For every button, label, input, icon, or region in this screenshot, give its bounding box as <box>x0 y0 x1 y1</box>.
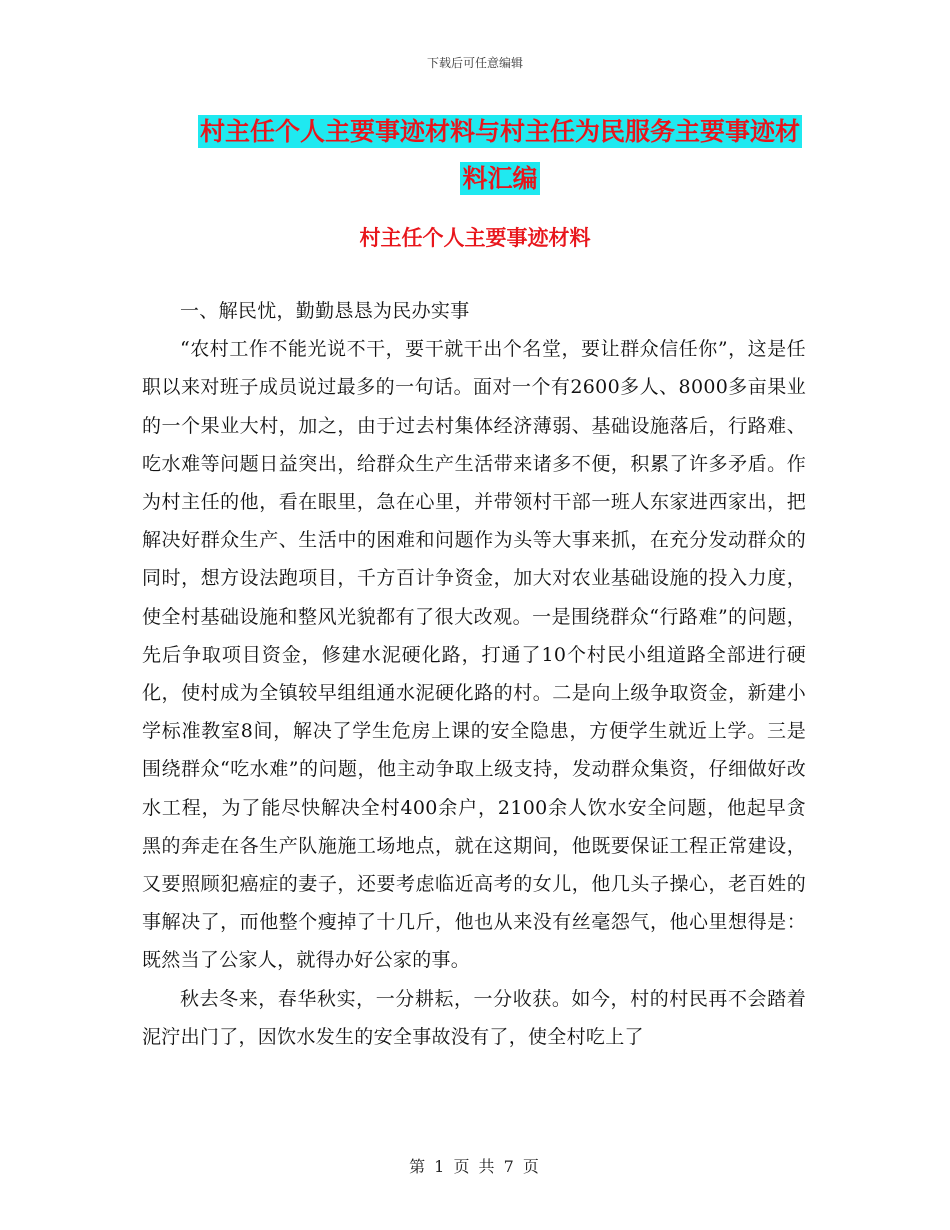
document-title <box>190 108 810 202</box>
paragraph: 秋去冬来，春华秋实，一分耕耘，一分收获。如今，村的村民再不会踏着泥泞出门了，因饮水发生的安全事故没有了，使全村吃上了 <box>142 987 806 1048</box>
paragraph: “农村工作不能光说不干，要干就干出个名堂，要让群众信任你”，这是任职以来对班子成员说过最多的一句话。面对一个有2600多人、8000多亩果业的一个果业大村，加之，由于过去村集体经济薄弱、基础设施落后，行路难、吃水难等问题日益突出，给群众生产生活带来诸多不便，积累了许多矛盾。作为村主任的他，看在眼里，急在心里，并带领村干部一班人东家进西家出，把解决好群众生产、生活中的困难和问题作为头等大事来抓，在充分发动群众的同时，想方设法跑项目，千方百计争资金，加大对农业基础设施的投入力度，使全村基础设施和整风光貌都有了很大改观。一是围绕群众“行路难”的问题，先后争取项目资金，修建水泥硬化路，打通了10个村民小组道路全部进行硬化，使村成为全镇较早组组通水泥硬化路的村。二是向上级争取资金，新建小学标准教室8间，解决了学生危房上课的安全隐患，方便学生就近上学。三是围绕群众“吃水难”的问题，他主动争取上级支持，发动群众集资，仔细做好改水工程，为了能尽快解决全村400余户，2100余人饮水安全问题，他起早贪黑的奔走在各生产队施施工场地点，就在这期间，他既要保证工程正常建设，又要照顾犯癌症的妻子，还要考虑临近高考的女儿，他几头子操心，老百姓的事解决了，而他整个瘦掉了十几斤，他也从来没有丝毫怨气，他心里想得是：既然当了公家人，就得办好公家的事。 <box>142 338 806 972</box>
page-header-note: 下载后可任意编辑 <box>426 56 523 70</box>
document-title-text: 村主任个人主要事迹材料与村主任为民服务主要事迹材料汇编 <box>199 117 800 193</box>
document-body <box>142 292 806 1056</box>
paragraph-heading: 一、解民忧，勤勤恳恳为民办实事 <box>180 300 470 322</box>
section-title: 村主任个人主要事迹材料 <box>359 226 591 250</box>
page-number: 第 1 页 共 7 页 <box>409 1157 541 1176</box>
